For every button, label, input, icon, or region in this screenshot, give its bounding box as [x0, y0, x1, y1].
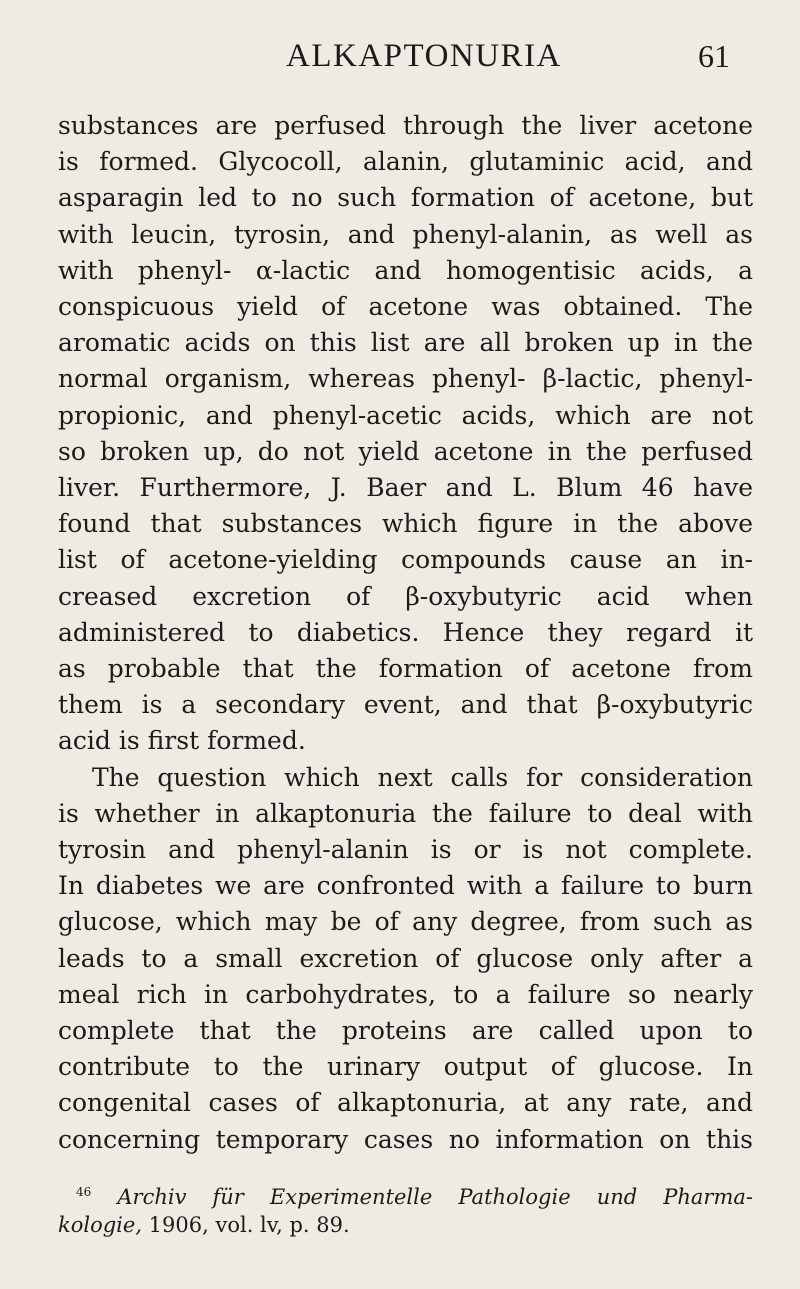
text-line: creased excretion of β-oxybutyric acid when [58, 581, 753, 611]
text-line: conspicuous yield of acetone was obtained. The [58, 292, 753, 322]
text-line: In diabetes we are confronted with a failure to burn [58, 871, 753, 901]
text-line: propionic, and phenyl-acetic acids, which are not [58, 400, 753, 430]
footnote-line [58, 1178, 753, 1211]
footnote-citation-title-cont: kologie, [58, 1213, 142, 1237]
footnote [58, 1178, 753, 1239]
body-text [58, 108, 753, 1158]
text-line: liver. Furthermore, J. Baer and L. Blum 46 have [58, 473, 753, 503]
text-line: The question which next calls for consideration [92, 762, 753, 792]
text-line: administered to diabetics. Hence they regard it [58, 617, 753, 647]
footnote-citation-details: 1906, vol. lv, p. 89. [142, 1213, 350, 1237]
text-line: them is a secondary event, and that β-oxybutyric [58, 690, 753, 720]
text-line: with phenyl- α-lactic and homogentisic acids, a [58, 255, 753, 285]
page-number: 61 [698, 38, 730, 74]
text-line: leads to a small excretion of glucose only after a [58, 943, 753, 973]
text-line: meal rich in carbohydrates, to a failure so nearly [58, 979, 753, 1009]
text-line: congenital cases of alkaptonuria, at any rate, and [58, 1088, 753, 1118]
text-line: normal organism, whereas phenyl- β-lactic, phenyl- [58, 364, 753, 394]
text-line: glucose, which may be of any degree, from such as [58, 907, 753, 937]
text-line: is formed. Glycocoll, alanin, glutaminic acid, and [58, 147, 753, 177]
text-line: found that substances which figure in the above [58, 509, 753, 539]
text-line: complete that the proteins are called upon to [58, 1016, 753, 1046]
text-line: with leucin, tyrosin, and phenyl-alanin, as well as [58, 219, 753, 249]
running-header [210, 38, 730, 78]
footnote-line [58, 1211, 753, 1239]
text-line: tyrosin and phenyl-alanin is or is not complete. [58, 835, 753, 865]
text-line: as probable that the formation of acetone from [58, 654, 753, 684]
text-line: asparagin led to no such formation of acetone, but [58, 183, 753, 213]
running-title: ALKAPTONURIA [286, 38, 562, 74]
footnote-number: 46 [76, 1185, 92, 1199]
text-line: acid is first formed. [58, 726, 306, 756]
text-line: substances are perfused through the liver acetone [58, 111, 753, 140]
text-line: aromatic acids on this list are all broken up in the [58, 328, 753, 358]
text-line: is whether in alkaptonuria the failure to deal with [58, 798, 753, 828]
text-line: list of acetone-yielding compounds cause an in- [58, 545, 753, 575]
text-line: so broken up, do not yield acetone in the perfused [58, 436, 753, 466]
text-line: concerning temporary cases no information on this [58, 1124, 753, 1154]
text-line: contribute to the urinary output of glucose. In [58, 1052, 753, 1082]
footnote-citation-title: Archiv für Experimentelle Pathologie und Pharma- [117, 1185, 753, 1209]
